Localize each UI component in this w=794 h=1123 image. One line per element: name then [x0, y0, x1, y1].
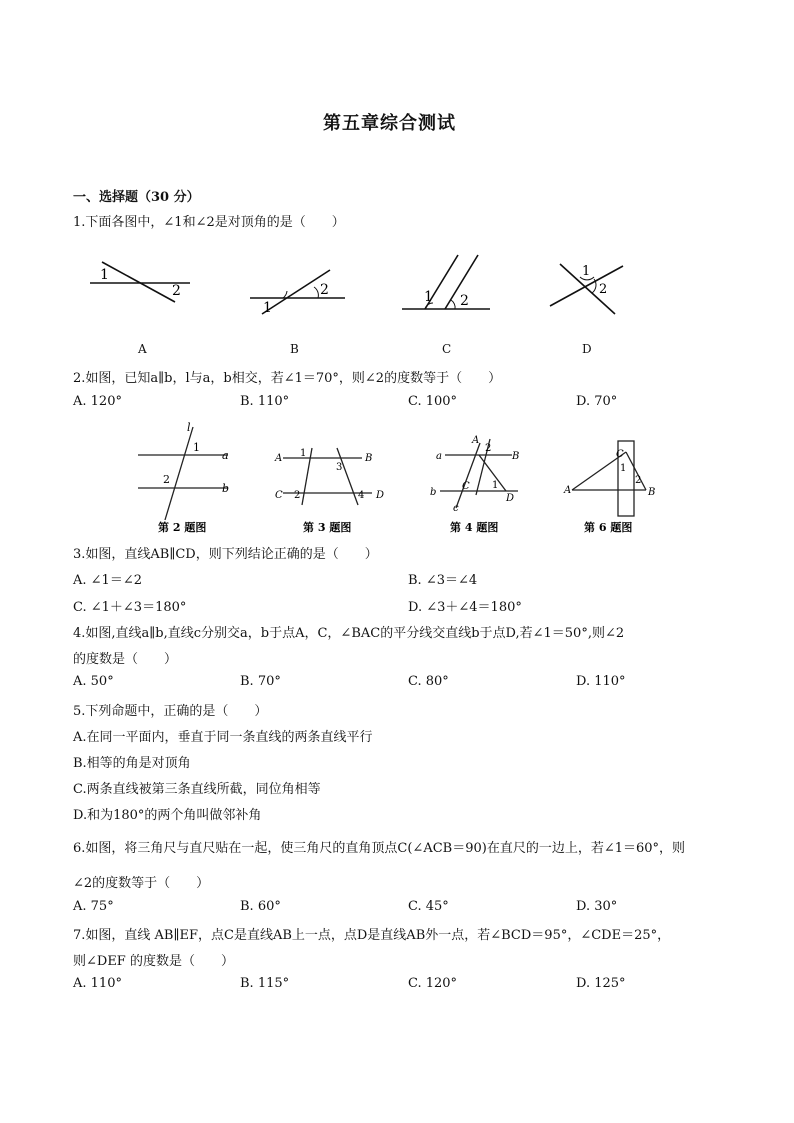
q6-option-c: C. 45°	[408, 899, 449, 914]
q2-option-c: C. 100°	[408, 394, 458, 409]
fig2-label-1: 1	[193, 441, 200, 454]
fig4-caption: 第 4 题图	[450, 521, 499, 534]
fig3-label-B: B	[365, 453, 373, 464]
q1-d-angle-1: 1	[582, 264, 591, 279]
q5-option-d: D.和为180°的两个角叫做邻补角	[73, 808, 262, 823]
q1-figure-d	[550, 264, 623, 314]
q3-option-d: D. ∠3＋∠4＝180°	[408, 600, 522, 615]
q1-figures	[0, 250, 794, 360]
q1-label-a: A	[138, 342, 147, 356]
q1-figure-c	[402, 255, 490, 309]
fig6-label-C: C	[616, 449, 624, 460]
q7-option-c: C. 120°	[408, 976, 458, 991]
figure-2	[138, 421, 229, 534]
q6-option-d: D. 30°	[576, 899, 618, 914]
q1-label-c: C	[442, 342, 452, 356]
question-7-line1: 7.如图，直线 AB∥EF，点C是直线AB上一点，点D是直线AB外一点，若∠BCD＝95°，∠CDE＝25°，	[73, 928, 671, 943]
question-2-text: 2.如图，已知a∥b，l与a，b相交，若∠1＝70°，则∠2的度数等于（ ）	[73, 371, 502, 386]
fig3-label-4: 4	[358, 490, 365, 501]
q1-d-angle-2: 2	[599, 282, 608, 297]
fig3-label-2: 2	[294, 490, 301, 501]
q1-figure-b	[250, 270, 345, 316]
q1-label-b: B	[290, 342, 299, 356]
q1-c-angle-2: 2	[460, 293, 469, 309]
question-6-line1: 6.如图，将三角尺与直尺贴在一起，使三角尺的直角顶点C(∠ACB＝90)在直尺的一边上，若∠1＝60°，则	[73, 841, 686, 856]
q1-label-d: D	[582, 342, 592, 356]
fig4-label-2: 2	[485, 443, 492, 454]
fig3-label-D: D	[376, 490, 385, 501]
q4-option-c: C. 80°	[408, 674, 449, 689]
figures-row	[0, 415, 794, 540]
q4-option-a: A. 50°	[73, 674, 114, 689]
fig6-caption: 第 6 题图	[584, 521, 633, 534]
fig4-label-D: D	[506, 493, 515, 504]
question-5-text: 5.下列命题中，正确的是（ ）	[73, 704, 268, 719]
question-1-text: 1.下面各图中，∠1和∠2是对顶角的是（ ）	[73, 215, 345, 230]
fig4-label-a: a	[436, 451, 442, 462]
q7-option-a: A. 110°	[73, 976, 122, 991]
q7-option-b: B. 115°	[240, 976, 290, 991]
question-4-line1: 4.如图,直线a∥b,直线c分别交a，b于点A，C，∠BAC的平分线交直线b于点D,若∠1＝50°,则∠2	[73, 626, 625, 641]
q6-option-a: A. 75°	[73, 899, 114, 914]
fig6-label-1: 1	[620, 463, 627, 474]
q1-c-angle-1: 1	[424, 289, 433, 305]
q2-option-d: D. 70°	[576, 394, 618, 409]
q3-option-a: A. ∠1＝∠2	[73, 573, 142, 588]
q4-option-b: B. 70°	[240, 674, 281, 689]
q5-option-c: C.两条直线被第三条直线所截，同位角相等	[73, 782, 321, 797]
section-heading: 一、选择题（30 分）	[73, 190, 200, 205]
q1-figure-a	[90, 262, 190, 302]
fig3-label-3: 3	[336, 462, 343, 473]
q3-option-c: C. ∠1＋∠3＝180°	[73, 600, 187, 615]
q5-option-a: A.在同一平面内，垂直于同一条直线的两条直线平行	[73, 730, 373, 745]
figure-3	[274, 448, 384, 534]
fig6-label-B: B	[648, 487, 656, 498]
q4-option-d: D. 110°	[576, 674, 626, 689]
question-4-line2: 的度数是（ ）	[73, 652, 178, 667]
fig4-label-b: b	[430, 487, 437, 498]
q6-option-b: B. 60°	[240, 899, 281, 914]
question-3-text: 3.如图，直线AB∥CD，则下列结论正确的是（ ）	[73, 547, 378, 562]
fig2-label-b: b	[222, 482, 230, 495]
fig2-label-l: l	[187, 421, 191, 434]
q1-a-angle-1: 1	[100, 267, 109, 283]
q1-b-angle-2: 2	[320, 282, 329, 298]
q7-option-d: D. 125°	[576, 976, 626, 991]
fig4-label-c: c	[453, 503, 459, 514]
fig4-label-A: A	[472, 435, 480, 446]
fig3-caption: 第 3 题图	[303, 521, 352, 534]
fig2-label-2: 2	[163, 473, 170, 486]
q1-a-angle-2: 2	[172, 283, 181, 299]
fig4-label-C: C	[462, 481, 470, 492]
fig2-label-a: a	[222, 449, 229, 462]
fig6-label-A: A	[564, 485, 572, 496]
fig6-label-2: 2	[635, 475, 642, 486]
fig3-label-1: 1	[300, 448, 307, 459]
figure-6	[563, 441, 655, 534]
q1-b-angle-1: 1	[263, 300, 272, 316]
q2-option-a: A. 120°	[73, 394, 122, 409]
q3-option-b: B. ∠3＝∠4	[408, 573, 478, 588]
figure-4	[430, 435, 519, 534]
fig4-label-B: B	[512, 451, 520, 462]
question-6-line2: ∠2的度数等于（ ）	[73, 876, 210, 891]
fig2-caption: 第 2 题图	[158, 521, 207, 534]
q2-option-b: B. 110°	[240, 394, 290, 409]
page-title: 第五章综合测试	[323, 113, 456, 134]
fig3-label-A: A	[275, 453, 283, 464]
fig4-label-1: 1	[492, 480, 499, 491]
q5-option-b: B.相等的角是对顶角	[73, 756, 191, 771]
fig3-label-C: C	[275, 490, 283, 501]
question-7-line2: 则∠DEF 的度数是（ ）	[73, 954, 234, 969]
